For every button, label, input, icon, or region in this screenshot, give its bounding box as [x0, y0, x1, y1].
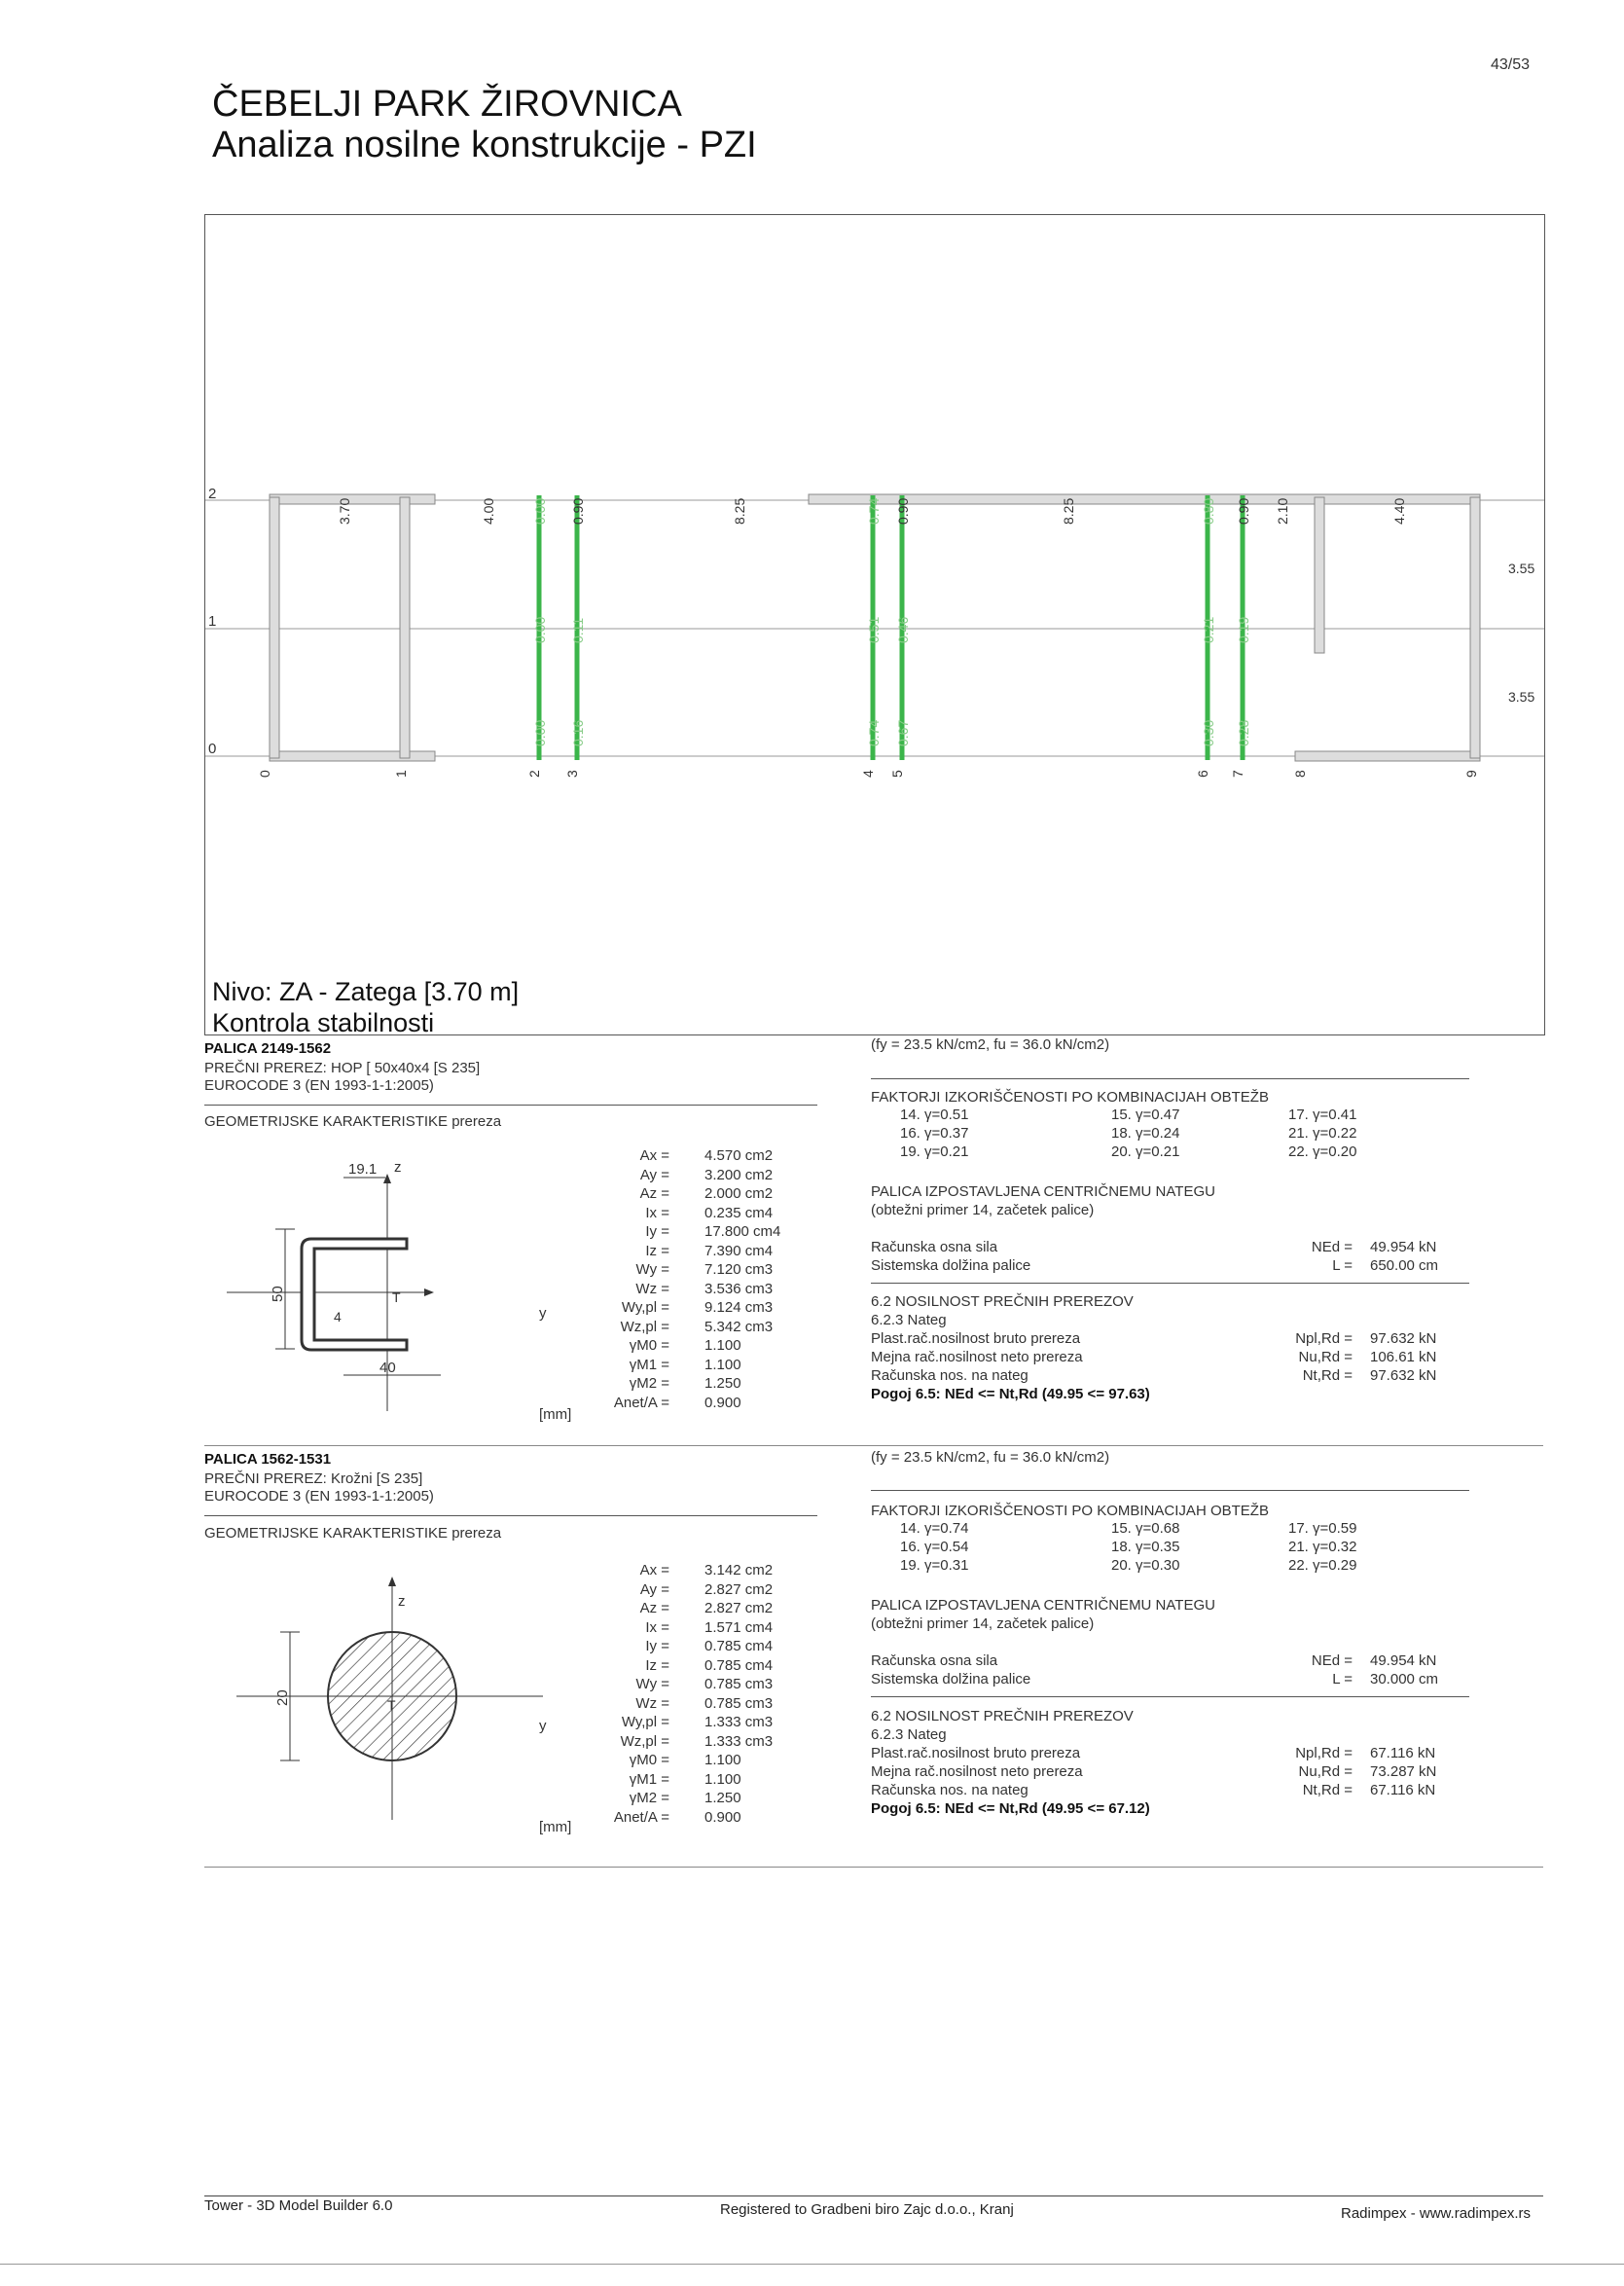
- section2-fy: (fy = 23.5 kN/cm2, fu = 36.0 kN/cm2): [871, 1449, 1110, 1466]
- prop-key: Wy =: [635, 1261, 669, 1278]
- mid-label: 0.46: [895, 616, 911, 643]
- prop-key: γM2 =: [629, 1375, 669, 1392]
- prop-key: Iy =: [645, 1638, 669, 1654]
- section-divider: [204, 1445, 1543, 1446]
- top-label: 4.00: [481, 497, 496, 525]
- prop-key: Ax =: [639, 1147, 669, 1164]
- prop-value: 9.124 cm3: [704, 1299, 774, 1316]
- section2-r1v: 67.116 kN: [1370, 1745, 1436, 1761]
- faktor-cell: 20. γ=0.21: [1111, 1143, 1180, 1160]
- top-label: 8.25: [732, 497, 747, 525]
- divider: [871, 1078, 1469, 1079]
- section1-r2v: 106.61 kN: [1370, 1349, 1437, 1365]
- level-label-0: 0: [208, 741, 217, 757]
- section1-os2k: L =: [1332, 1257, 1353, 1274]
- divider: [204, 1515, 817, 1516]
- faktor-cell: 15. γ=0.68: [1111, 1520, 1180, 1537]
- section2-pogoj: Pogoj 6.5: NEd <= Nt,Rd (49.95 <= 67.12): [871, 1800, 1150, 1817]
- faktor-cell: 16. γ=0.37: [900, 1125, 969, 1142]
- top-label: 4.40: [1391, 497, 1407, 525]
- prop-key: Wy,pl =: [621, 1299, 669, 1316]
- footer-left: Tower - 3D Model Builder 6.0: [204, 2197, 393, 2214]
- section1-os1k: NEd =: [1311, 1239, 1353, 1255]
- prop-key: Iz =: [645, 1242, 669, 1259]
- section1-palica: PALICA 2149-1562: [204, 1040, 332, 1057]
- prop-key: γM1 =: [629, 1770, 669, 1788]
- section1-fy: (fy = 23.5 kN/cm2, fu = 36.0 kN/cm2): [871, 1036, 1110, 1053]
- section2-palica-sub: (obtežni primer 14, začetek palice): [871, 1615, 1095, 1632]
- prop-value: 1.100: [704, 1770, 741, 1788]
- mid-label: 0.21: [1201, 616, 1216, 643]
- axis-z: z: [394, 1159, 402, 1176]
- faktor-cell: 22. γ=0.20: [1288, 1143, 1357, 1160]
- section1-os1v: 49.954 kN: [1370, 1239, 1437, 1255]
- prop-value: 0.785 cm3: [704, 1694, 774, 1712]
- prop-value: 7.120 cm3: [704, 1261, 774, 1278]
- section1-nos-sub: 6.2.3 Nateg: [871, 1312, 947, 1328]
- section2-props-values: [704, 1561, 821, 1833]
- section2-eurocode: EUROCODE 3 (EN 1993-1-1:2005): [204, 1488, 434, 1505]
- faktor-cell: 22. γ=0.29: [1288, 1557, 1357, 1574]
- bottom-label: 0.16: [570, 719, 586, 746]
- prop-value: 4.570 cm2: [704, 1147, 774, 1164]
- section2-unit: [mm]: [539, 1819, 572, 1835]
- prop-value: 1.250: [704, 1375, 741, 1392]
- structure-diagram-frame: [204, 214, 1545, 1035]
- divider: [204, 1105, 817, 1106]
- section1-os1: Računska osna sila: [871, 1239, 998, 1255]
- section1-precni: PREČNI PREREZ: HOP [ 50x40x4 [S 235]: [204, 1060, 481, 1076]
- axis-label-5: 5: [889, 770, 905, 778]
- section2-r1k: Npl,Rd =: [1295, 1745, 1353, 1761]
- prop-value: 1.571 cm4: [704, 1618, 774, 1636]
- prop-value: 3.536 cm3: [704, 1280, 774, 1297]
- faktor-cell: 17. γ=0.41: [1288, 1107, 1357, 1123]
- prop-key: Ay =: [639, 1580, 669, 1598]
- top-label: 0.90: [895, 497, 911, 525]
- axis-label-4: 4: [860, 770, 876, 778]
- section1-r2k: Nu,Rd =: [1298, 1349, 1353, 1365]
- mid-label: 0.00: [532, 616, 548, 643]
- dim-h: 50: [270, 1286, 286, 1302]
- prop-key: Ax =: [639, 1562, 669, 1578]
- dim-b: 40: [379, 1360, 396, 1376]
- section2-os2v: 30.000 cm: [1370, 1671, 1439, 1687]
- section2-os2k: L =: [1332, 1671, 1353, 1687]
- top-label: 0.00: [532, 497, 548, 525]
- prop-key: Anet/A =: [613, 1808, 669, 1826]
- bottom-label: 0.30: [1201, 719, 1216, 746]
- prop-value: 0.785 cm4: [704, 1656, 774, 1674]
- prop-value: 1.100: [704, 1752, 741, 1768]
- section1-r3k: Nt,Rd =: [1302, 1367, 1353, 1384]
- section1-eurocode: EUROCODE 3 (EN 1993-1-1:2005): [204, 1077, 434, 1094]
- section2-geom-title: GEOMETRIJSKE KARAKTERISTIKE prereza: [204, 1525, 502, 1542]
- divider: [871, 1696, 1469, 1697]
- section2-r2v: 73.287 kN: [1370, 1763, 1437, 1780]
- faktor-cell: 18. γ=0.35: [1111, 1539, 1180, 1555]
- section2-r3k: Nt,Rd =: [1302, 1782, 1353, 1798]
- level-label-2: 2: [208, 486, 217, 502]
- section2-faktor-title: FAKTORJI IZKORIŠČENOSTI PO KOMBINACIJAH OBTEŽB: [871, 1503, 1269, 1519]
- prop-key: γM0 =: [629, 1752, 669, 1768]
- prop-key: Ix =: [645, 1618, 669, 1636]
- prop-key: Az =: [639, 1600, 669, 1616]
- section1-os2: Sistemska dolžina palice: [871, 1257, 1031, 1274]
- faktor-cell: 21. γ=0.32: [1288, 1539, 1357, 1555]
- prop-value: 0.900: [704, 1808, 741, 1826]
- section1-geom-title: GEOMETRIJSKE KARAKTERISTIKE prereza: [204, 1113, 502, 1130]
- axis-label-6: 6: [1195, 770, 1210, 778]
- section2-os2: Sistemska dolžina palice: [871, 1671, 1031, 1687]
- section2-palica-title: PALICA IZPOSTAVLJENA CENTRIČNEMU NATEGU: [871, 1597, 1215, 1614]
- dim-w: 19.1: [348, 1161, 378, 1178]
- faktor-cell: 16. γ=0.54: [900, 1539, 969, 1555]
- dim-label-upper: 3.55: [1508, 561, 1535, 576]
- mid-label: 0.19: [1236, 616, 1251, 643]
- section2-nos-title: 6.2 NOSILNOST PREČNIH PREREZOV: [871, 1708, 1134, 1724]
- section2-faktor-table: [900, 1519, 1356, 1575]
- page-bottom-rule: [0, 2264, 1624, 2265]
- divider: [871, 1283, 1469, 1284]
- prop-value: 0.235 cm4: [704, 1204, 774, 1221]
- level-label-1: 1: [208, 613, 217, 630]
- faktor-cell: 17. γ=0.59: [1288, 1520, 1357, 1537]
- section1-palica-sub: (obtežni primer 14, začetek palice): [871, 1202, 1095, 1218]
- section-divider: [204, 1867, 1543, 1868]
- divider: [871, 1490, 1469, 1491]
- section1-unit: [mm]: [539, 1406, 572, 1423]
- section1-pogoj: Pogoj 6.5: NEd <= Nt,Rd (49.95 <= 97.63): [871, 1386, 1150, 1402]
- faktor-cell: 19. γ=0.21: [900, 1143, 969, 1160]
- centroid-t: T: [387, 1697, 396, 1713]
- prop-key: Iz =: [645, 1656, 669, 1674]
- prop-value: 2.827 cm2: [704, 1600, 774, 1616]
- axis-label-7: 7: [1230, 770, 1245, 778]
- centroid-t: T: [392, 1289, 401, 1305]
- section1-r2: Mejna rač.nosilnost neto prereza: [871, 1349, 1083, 1365]
- prop-key: Ix =: [645, 1204, 669, 1221]
- mid-label: 0.11: [570, 617, 586, 643]
- top-label: 0.74: [866, 497, 882, 525]
- check-title: Kontrola stabilnosti: [212, 1008, 435, 1037]
- section1-nos-title: 6.2 NOSILNOST PREČNIH PREREZOV: [871, 1293, 1134, 1310]
- prop-value: 17.800 cm4: [704, 1223, 781, 1240]
- faktor-cell: 14. γ=0.51: [900, 1107, 969, 1123]
- section2-r2k: Nu,Rd =: [1298, 1763, 1353, 1780]
- section2-palica: PALICA 1562-1531: [204, 1451, 332, 1468]
- footer-right: Radimpex - www.radimpex.rs: [1341, 2205, 1532, 2222]
- dim-d: 20: [274, 1689, 291, 1706]
- axis-label-9: 9: [1463, 770, 1479, 778]
- axis-label-1: 1: [393, 770, 409, 778]
- prop-value: 1.100: [704, 1337, 741, 1354]
- prop-value: 1.333 cm3: [704, 1732, 774, 1750]
- section1-r1k: Npl,Rd =: [1295, 1330, 1353, 1347]
- section2-r1: Plast.rač.nosilnost bruto prereza: [871, 1745, 1081, 1761]
- section2-round-drawing: [222, 1577, 543, 1830]
- section1-r3v: 97.632 kN: [1370, 1367, 1437, 1384]
- prop-key: Az =: [639, 1185, 669, 1202]
- prop-value: 7.390 cm4: [704, 1242, 774, 1259]
- section1-r1v: 97.632 kN: [1370, 1330, 1437, 1347]
- prop-key: Wz,pl =: [620, 1732, 669, 1750]
- prop-key: Iy =: [645, 1223, 669, 1240]
- prop-key: Wz,pl =: [620, 1318, 669, 1335]
- prop-key: Ay =: [639, 1166, 669, 1183]
- axis-label-0: 0: [257, 770, 272, 778]
- document-title: ČEBELJI PARK ŽIROVNICA: [212, 84, 682, 125]
- dim-label-lower: 3.55: [1508, 689, 1535, 705]
- prop-value: 3.142 cm2: [704, 1562, 774, 1578]
- prop-value: 1.333 cm3: [704, 1714, 774, 1730]
- prop-value: 0.785 cm4: [704, 1638, 774, 1654]
- top-label: 3.70: [337, 497, 352, 525]
- section2-axis-y: y: [539, 1718, 547, 1734]
- section1-r1: Plast.rač.nosilnost bruto prereza: [871, 1330, 1081, 1347]
- dim-t: 4: [334, 1309, 342, 1324]
- section1-props-values: [704, 1146, 821, 1419]
- prop-value: 0.785 cm3: [704, 1676, 774, 1692]
- mid-label: 0.51: [866, 616, 882, 643]
- prop-value: 0.900: [704, 1394, 741, 1411]
- section2-os1k: NEd =: [1311, 1652, 1353, 1669]
- page-number: 43/53: [1491, 56, 1531, 73]
- prop-value: 1.250: [704, 1790, 741, 1806]
- prop-key: Wz =: [635, 1280, 669, 1297]
- level-title: Nivo: ZA - Zatega [3.70 m]: [212, 977, 520, 1006]
- prop-key: Anet/A =: [613, 1394, 669, 1411]
- prop-key: γM0 =: [629, 1337, 669, 1354]
- faktor-cell: 15. γ=0.47: [1111, 1107, 1180, 1123]
- section2-r3v: 67.116 kN: [1370, 1782, 1436, 1798]
- faktor-cell: 20. γ=0.30: [1111, 1557, 1180, 1574]
- section1-palica-title: PALICA IZPOSTAVLJENA CENTRIČNEMU NATEGU: [871, 1183, 1215, 1200]
- axis-label-3: 3: [564, 770, 580, 778]
- prop-key: γM1 =: [629, 1356, 669, 1373]
- prop-key: Wy,pl =: [621, 1714, 669, 1730]
- section2-precni: PREČNI PREREZ: Krožni [S 235]: [204, 1470, 423, 1487]
- faktor-cell: 14. γ=0.74: [900, 1520, 969, 1537]
- section1-r3: Računska nos. na nateg: [871, 1367, 1029, 1384]
- section2-props-keys: [584, 1561, 669, 1833]
- section1-hop-drawing: [222, 1156, 446, 1419]
- bottom-label: 0.67: [895, 719, 911, 746]
- section2-nos-sub: 6.2.3 Nateg: [871, 1726, 947, 1743]
- prop-key: Wz =: [635, 1694, 669, 1712]
- top-label: 0.90: [570, 497, 586, 525]
- bottom-label: 0.00: [532, 719, 548, 746]
- prop-value: 2.000 cm2: [704, 1185, 774, 1202]
- axis-label-2: 2: [526, 770, 542, 778]
- top-label: 8.25: [1061, 497, 1076, 525]
- section2-r3: Računska nos. na nateg: [871, 1782, 1029, 1798]
- section1-axis-y: y: [539, 1305, 547, 1322]
- prop-key: Wy =: [635, 1676, 669, 1692]
- prop-value: 5.342 cm3: [704, 1318, 774, 1335]
- prop-value: 3.200 cm2: [704, 1166, 774, 1183]
- prop-value: 1.100: [704, 1356, 741, 1373]
- section2-r2: Mejna rač.nosilnost neto prereza: [871, 1763, 1083, 1780]
- axis-label-8: 8: [1292, 770, 1308, 778]
- section2-os1: Računska osna sila: [871, 1652, 998, 1669]
- section1-os2v: 650.00 cm: [1370, 1257, 1439, 1274]
- green-members: [539, 495, 1243, 760]
- top-label: 0.90: [1236, 497, 1251, 525]
- axis-z: z: [398, 1593, 406, 1610]
- section1-faktor-title: FAKTORJI IZKORIŠČENOSTI PO KOMBINACIJAH OBTEŽB: [871, 1089, 1269, 1106]
- top-label: 0.80: [1201, 497, 1216, 525]
- faktor-cell: 19. γ=0.31: [900, 1557, 969, 1574]
- bottom-label: 0.28: [1236, 719, 1251, 746]
- structure-diagram: [205, 215, 1544, 1034]
- faktor-cell: 21. γ=0.22: [1288, 1125, 1357, 1142]
- prop-value: 2.827 cm2: [704, 1580, 774, 1598]
- footer-rule: [204, 2195, 1543, 2196]
- bottom-label: 0.74: [866, 719, 882, 746]
- footer-center: Registered to Gradbeni biro Zajc d.o.o., Kranj: [720, 2201, 1014, 2218]
- prop-key: γM2 =: [629, 1790, 669, 1806]
- left-frame-members: [270, 494, 435, 761]
- section1-props-keys: [584, 1146, 669, 1419]
- document-subtitle: Analiza nosilne konstrukcije - PZI: [212, 125, 757, 165]
- section1-faktor-table: [900, 1106, 1356, 1161]
- faktor-cell: 18. γ=0.24: [1111, 1125, 1180, 1142]
- section2-os1v: 49.954 kN: [1370, 1652, 1437, 1669]
- top-label: 2.10: [1275, 497, 1290, 525]
